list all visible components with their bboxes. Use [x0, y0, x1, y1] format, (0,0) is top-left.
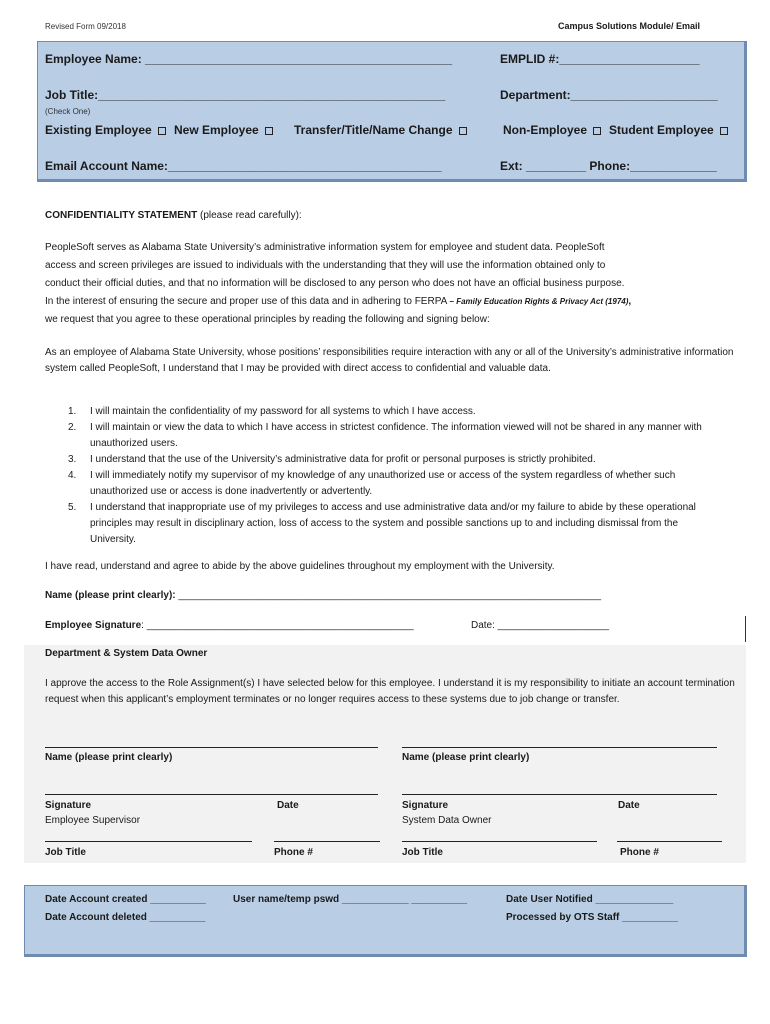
transfer-option[interactable]: [294, 123, 467, 137]
list-item: 5. I understand that inappropriate use of my privileges to access and use administrative data and/or my failure to abide by these operational principles may result in disciplinary action, loss of access to the system and possible sanctions up to and including dismissal from the University.: [68, 502, 696, 545]
para1-line-3: conduct their official duties, and that no information will be disclosed to any person who does not have an official business purpose.: [45, 278, 625, 289]
para1-line-4: In the interest of ensuring the secure and proper use of this data and in adhering to FERPA – Family Education Rights & Privacy Act (1974),: [45, 296, 632, 307]
owner-signature-label: Signature: [402, 800, 449, 811]
module-title: Campus Solutions Module/ Email: [558, 21, 701, 31]
owner-jobtitle-label: Job Title: [402, 847, 443, 858]
employee-signature-label: Employee Signature: [45, 620, 142, 631]
owner-date-label: Date: [618, 800, 640, 811]
print-name-label: Name (please print clearly):: [45, 590, 176, 601]
supervisor-name-line[interactable]: [45, 747, 378, 748]
owner-signature-line[interactable]: [402, 794, 717, 795]
non-employee-option[interactable]: [503, 123, 601, 137]
date-user-notified[interactable]: Date User Notified ______________: [506, 894, 674, 905]
agree-statement: I have read, understand and agree to abide by the above guidelines throughout my employment with the University.: [45, 561, 555, 572]
supervisor-role: Employee Supervisor: [45, 815, 141, 826]
supervisor-jobtitle-line[interactable]: [45, 841, 252, 842]
existing-employee-checkbox[interactable]: [158, 127, 166, 135]
ext-phone-field[interactable]: Ext: _________ Phone:_____________: [500, 159, 717, 173]
owner-phone-line[interactable]: [617, 841, 722, 842]
data-owner-approval-text: I approve the access to the Role Assignment(s) I have selected below for this employee. I understand it is my responsibility to initiate an account termination request when this applicant’s employment terminates or no longer requires access to these systems due to job change or transfer.: [45, 678, 735, 705]
non-employee-label: Non-Employee: [503, 123, 588, 137]
para1-line-2: access and screen privileges are issued to individuals with the understanding that they will use the information obtained only to: [45, 260, 606, 271]
para1-line-5: we request that you agree to these operational principles by reading the following and signing below:: [45, 314, 490, 325]
signature-date-field[interactable]: Date: ____________________: [471, 620, 609, 631]
list-item: 1. I will maintain the confidentiality of my password for all systems to which I have access.: [68, 406, 476, 417]
new-employee-label: New Employee: [174, 123, 259, 137]
owner-jobtitle-line[interactable]: [402, 841, 597, 842]
supervisor-signature-label: Signature: [45, 800, 92, 811]
owner-name-label: Name (please print clearly): [402, 752, 530, 763]
confidentiality-heading: [45, 210, 302, 221]
student-employee-checkbox[interactable]: [720, 127, 728, 135]
employee-name-field[interactable]: Employee Name: ______________________________________________: [45, 52, 453, 66]
print-name-line[interactable]: ____________________________________________________________________________: [178, 590, 602, 601]
owner-name-line[interactable]: [402, 747, 717, 748]
list-item: 2. I will maintain or view the data to which I have access in strictest confidence. The information viewed will not be shared in any manner with unauthorized users.: [68, 422, 702, 449]
new-employee-checkbox[interactable]: [265, 127, 273, 135]
owner-role: System Data Owner: [402, 815, 492, 826]
principles-list: [62, 404, 726, 548]
transfer-label: Transfer/Title/Name Change: [294, 123, 453, 137]
new-employee-option[interactable]: [174, 123, 273, 137]
supervisor-phone-label: Phone #: [274, 847, 313, 858]
supervisor-name-label: Name (please print clearly): [45, 752, 173, 763]
list-item: 4. I will immediately notify my supervisor of my knowledge of any unauthorized use or access of the system regardless of whether such unauthorized use or access is done inadvertently or advertently.: [68, 470, 676, 497]
supervisor-jobtitle-label: Job Title: [45, 847, 86, 858]
existing-employee-label: Existing Employee: [45, 123, 152, 137]
print-name-field[interactable]: [45, 590, 601, 601]
employee-paragraph: As an employee of Alabama State University, whose positions’ responsibilities require interaction with any or all of the University’s administrative information system called PeopleSoft, I understand that I may be provided with direct access to confidential and valuable data.: [45, 347, 734, 374]
data-owner-heading: Department & System Data Owner: [45, 648, 208, 659]
date-account-deleted[interactable]: Date Account deleted __________: [45, 912, 206, 923]
para1-line-1: PeopleSoft serves as Alabama State University’s administrative information system for employee and student data. PeopleSoft: [45, 242, 605, 253]
supervisor-signature-line[interactable]: [45, 794, 378, 795]
employee-signature-line[interactable]: : ________________________________________________: [141, 620, 414, 631]
check-one-note: (Check One): [45, 107, 91, 116]
student-employee-label: Student Employee: [609, 123, 714, 137]
confidentiality-title: CONFIDENTIALITY STATEMENT: [45, 210, 198, 221]
job-title-field[interactable]: Job Title:____________________________________________________: [45, 88, 446, 102]
processed-by-ots[interactable]: Processed by OTS Staff __________: [506, 912, 678, 923]
margin-mark: [745, 616, 746, 642]
revised-date: Revised Form 09/2018: [45, 22, 126, 31]
confidentiality-note: (please read carefully):: [197, 210, 302, 221]
username-temp-password[interactable]: User name/temp pswd ____________ __________: [233, 894, 468, 905]
department-field[interactable]: Department:______________________: [500, 88, 718, 102]
date-account-created[interactable]: Date Account created __________: [45, 894, 206, 905]
existing-employee-option[interactable]: [45, 123, 166, 137]
owner-phone-label: Phone #: [620, 847, 659, 858]
confidentiality-paragraph: [45, 239, 745, 329]
supervisor-phone-line[interactable]: [274, 841, 380, 842]
non-employee-checkbox[interactable]: [593, 127, 601, 135]
ferpa-note: – Family Education Rights & Privacy Act (1974): [447, 297, 629, 306]
supervisor-date-label: Date: [277, 800, 299, 811]
employee-signature-field[interactable]: [45, 620, 414, 631]
para1-line-4-text: In the interest of ensuring the secure and proper use of this data and in adhering to FERPA: [45, 296, 448, 307]
student-employee-option[interactable]: [609, 123, 728, 137]
transfer-checkbox[interactable]: [459, 127, 467, 135]
emplid-field[interactable]: EMPLID #:_____________________: [500, 52, 700, 66]
list-item: 3. I understand that the use of the University’s administrative data for profit or personal purposes is strictly prohibited.: [68, 454, 596, 465]
email-account-field[interactable]: Email Account Name:_________________________________________: [45, 159, 442, 173]
